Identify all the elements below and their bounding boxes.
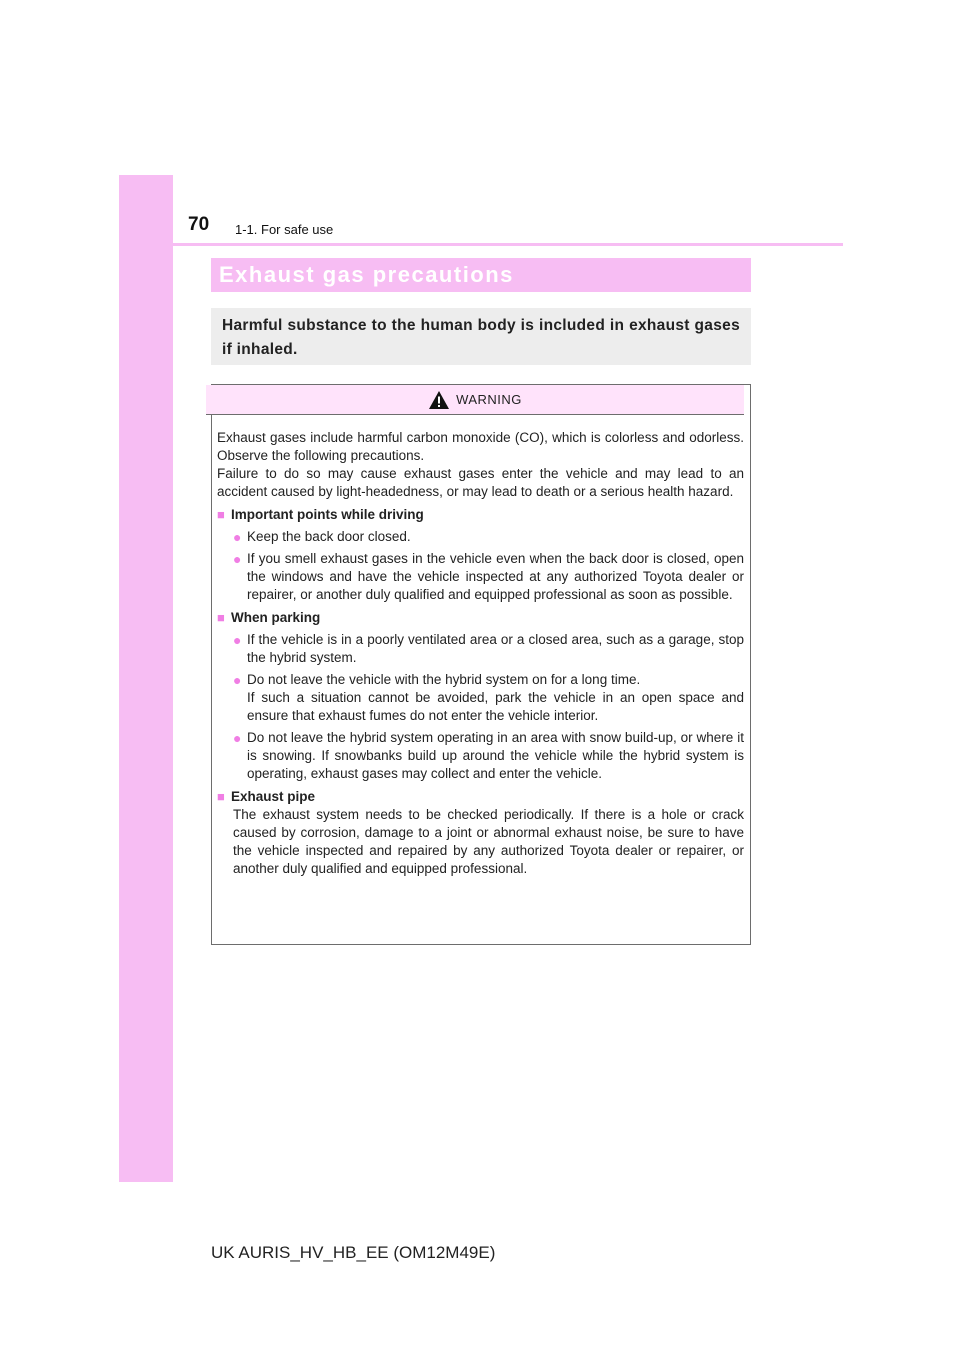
- section-text: The exhaust system needs to be checked periodically. If there is a hole or crack caused by corrosion, damage to a joint or abnormal exhaust noise, be sure to have the vehicle inspected and repaired by any authorized Toyota dealer or repairer, or another duly qualified and equipped professional.: [233, 807, 744, 876]
- square-bullet-icon: ■: [217, 610, 225, 625]
- list-item: ● Do not leave the hybrid system operating in an area with snow build-up, or where it is snowing. If snowbanks build up around the vehicle while the hybrid system is operating, exhaust gases may collect and enter the vehicle.: [233, 730, 744, 781]
- warning-header: [206, 385, 744, 415]
- section-label: 1-1. For safe use: [235, 222, 334, 237]
- section-title: When parking: [231, 610, 321, 625]
- document-code-footer: UK AURIS_HV_HB_EE (OM12M49E): [211, 1243, 496, 1262]
- warning-label: WARNING: [456, 392, 522, 407]
- square-bullet-icon: ■: [217, 789, 225, 804]
- section-parking: [217, 609, 744, 783]
- header-rule: [119, 243, 843, 246]
- list-item: ● If the vehicle is in a poorly ventilated area or a closed area, such as a garage, stop the hybrid system.: [233, 632, 744, 665]
- square-bullet-icon: ■: [217, 507, 225, 522]
- list-item: ● Do not leave the vehicle with the hybrid system on for a long time. If such a situation cannot be avoided, park the vehicle in an open space and ensure that exhaust fumes do not enter the vehicle interior.: [233, 672, 744, 723]
- warning-box: [211, 384, 751, 945]
- section-driving: [217, 506, 744, 604]
- page-title-bar: [211, 258, 751, 292]
- section-exhaust-pipe: [217, 788, 744, 878]
- section-title: Important points while driving: [231, 507, 424, 522]
- warning-intro-paragraph: Failure to do so may cause exhaust gases enter the vehicle and may lead to an accident caused by light-headedness, or may lead to death or a serious health hazard.: [217, 466, 744, 499]
- round-bullet-icon: ●: [233, 730, 242, 746]
- list-item: ● Keep the back door closed.: [233, 529, 411, 545]
- round-bullet-icon: ●: [233, 551, 242, 567]
- warning-body: [212, 415, 750, 878]
- round-bullet-icon: ●: [233, 632, 242, 648]
- warning-intro-paragraph: Exhaust gases include harmful carbon monoxide (CO), which is colorless and odorless. Observe the following precautions.: [217, 430, 744, 463]
- intro-summary: Harmful substance to the human body is included in exhaust gases if inhaled.: [211, 308, 751, 365]
- list-item: ● If you smell exhaust gases in the vehicle even when the back door is closed, open the windows and have the vehicle inspected at any authorized Toyota dealer or repairer, or another duly qualified and equipped professional as soon as possible.: [233, 551, 744, 602]
- round-bullet-icon: ●: [233, 529, 242, 545]
- warning-triangle-icon: [428, 390, 450, 410]
- page-number: 70: [188, 214, 210, 235]
- round-bullet-icon: ●: [233, 672, 242, 688]
- section-title: Exhaust pipe: [231, 789, 316, 804]
- side-tab-band: [119, 175, 173, 1182]
- page-title: Exhaust gas precautions: [219, 262, 514, 287]
